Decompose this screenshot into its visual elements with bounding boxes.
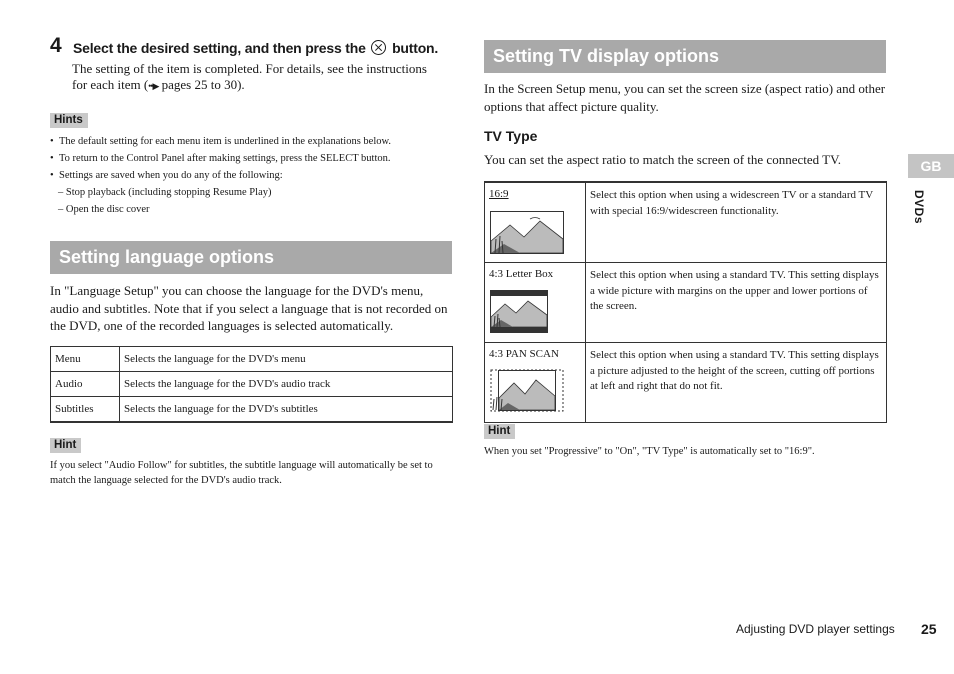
table-cell-desc: Selects the language for the DVD's audio track — [120, 372, 453, 397]
language-hint-text: If you select "Audio Follow" for subtitles, the subtitle language will automatically be set to match the language selected for the DVD's audio track. — [50, 460, 433, 486]
hint-sub-item: – Open the disc cover — [58, 204, 150, 215]
reference-arrow-icon: ••▶ — [148, 81, 159, 91]
table-cell-desc: Select this option when using a standard TV. This setting displays a wide picture with margins on the upper and lower portions of the screen. — [586, 263, 887, 343]
table-cell-option — [485, 263, 586, 343]
step-body-line2-start: for each item ( — [72, 77, 149, 92]
table-cell-desc: Selects the language for the DVD's subtitles — [120, 397, 453, 423]
hint-item: • To return to the Control Panel after making settings, press the SELECT button. — [50, 150, 450, 167]
option-label: 16:9 — [489, 188, 509, 200]
language-tab: GB — [908, 154, 954, 178]
table-cell-option — [485, 343, 586, 423]
hint-item: • The default setting for each menu item is underlined in the explanations below. — [50, 133, 450, 150]
hints-list — [50, 133, 450, 218]
language-hint-label: Hint — [50, 438, 81, 453]
section-tab: DVDs — [912, 190, 926, 225]
step-body — [72, 61, 452, 94]
tv-type-table — [484, 181, 887, 423]
step-body-line2-end: pages 25 to 30). — [161, 77, 245, 92]
cross-button-icon — [371, 40, 386, 55]
step-number: 4 — [50, 34, 62, 57]
hints-label: Hints — [50, 113, 88, 128]
hint-item: • Settings are saved when you do any of the following: — [50, 167, 450, 184]
table-row — [51, 397, 453, 423]
language-section-title: Setting language options — [50, 241, 452, 274]
step-title-start: Select the desired setting, and then press the — [73, 40, 366, 56]
step-body-line1: The setting of the item is completed. For details, see the instructions — [72, 61, 427, 76]
widescreen-tv-illustration — [490, 211, 564, 254]
table-cell-option — [485, 182, 586, 263]
table-cell-item: Audio — [51, 372, 120, 397]
step-title — [73, 40, 438, 56]
page-number: 25 — [921, 621, 937, 637]
tv-intro: In the Screen Setup menu, you can set the screen size (aspect ratio) and other options that affect picture quality. — [484, 81, 886, 114]
language-table — [50, 346, 453, 423]
table-row — [51, 372, 453, 397]
panscan-tv-illustration — [490, 369, 564, 412]
table-row — [485, 182, 887, 263]
step-body-line2 — [72, 77, 452, 94]
step-title-end: button. — [392, 40, 439, 56]
table-cell-item: Subtitles — [51, 397, 120, 423]
tv-type-intro: You can set the aspect ratio to match the screen of the connected TV. — [484, 152, 842, 167]
tv-type-heading: TV Type — [484, 128, 538, 144]
table-cell-desc: Selects the language for the DVD's menu — [120, 347, 453, 372]
hint-sub-item: – Stop playback (including stopping Resume Play) — [58, 187, 272, 198]
tv-hint-label: Hint — [484, 424, 515, 439]
table-row — [51, 347, 453, 372]
table-cell-desc: Select this option when using a standard TV. This setting displays a picture adjusted to the height of the screen, cutting off portions at left and right that do not fit. — [586, 343, 887, 423]
tv-section-title: Setting TV display options — [484, 40, 886, 73]
table-cell-item: Menu — [51, 347, 120, 372]
tv-hint-text: When you set "Progressive" to "On", "TV Type" is automatically set to "16:9". — [484, 446, 815, 457]
language-intro: In "Language Setup" you can choose the language for the DVD's menu, audio and subtitles. Note that if you select a language that is not recorded on the DVD, one of the recorded languages is selected automatically. — [50, 283, 448, 333]
option-label: 4:3 PAN SCAN — [489, 348, 559, 360]
table-cell-desc: Select this option when using a widescreen TV or a standard TV with special 16:9/widescreen functionality. — [586, 182, 887, 263]
option-label: 4:3 Letter Box — [489, 268, 554, 280]
letterbox-tv-illustration — [490, 290, 548, 333]
footer-title: Adjusting DVD player settings — [736, 622, 895, 636]
table-row — [485, 263, 887, 343]
table-row — [485, 343, 887, 423]
